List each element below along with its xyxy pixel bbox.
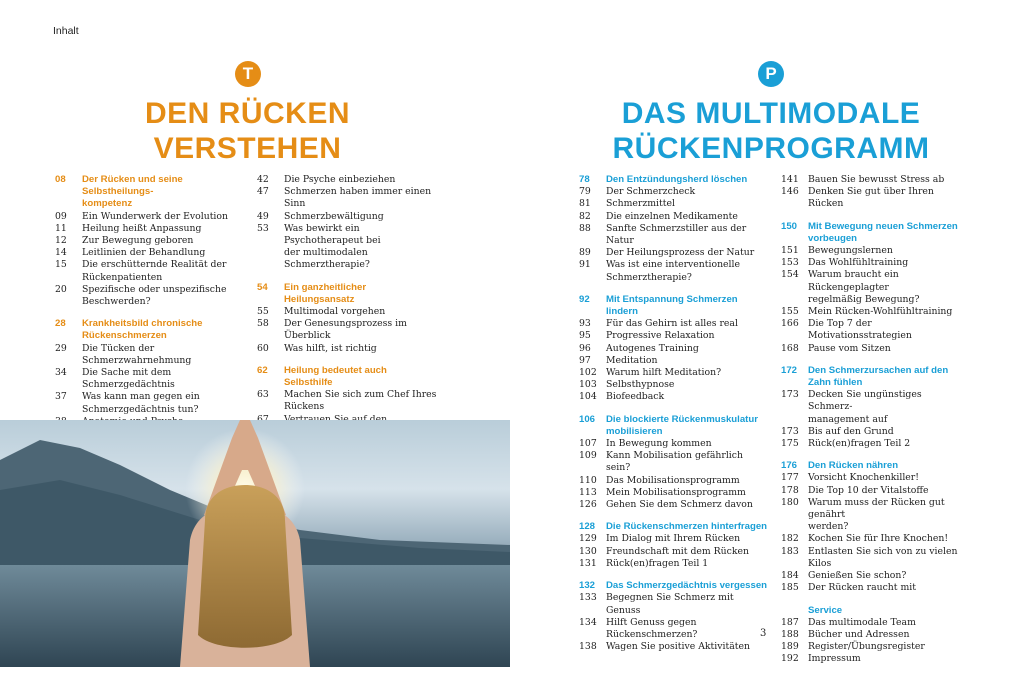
page-ref: 130 (579, 545, 597, 557)
toc-title: Wagen Sie positive Aktivitäten (606, 641, 750, 653)
toc-title: Bewegungslernen (808, 245, 893, 257)
toc-entry[interactable] (257, 247, 437, 271)
toc-title: Für das Gehirn ist alles real (606, 318, 738, 330)
toc-title: Warum braucht ein Rückengeplagter (808, 269, 899, 293)
toc-title: Sanfte Schmerzstiller aus der Natur (606, 222, 747, 247)
toc-group (579, 294, 769, 404)
toc-title: Das Wohlfühltraining (808, 257, 909, 269)
toc-title: kompetenz (82, 198, 133, 210)
section-title-right-line2: RÜCKENPROGRAMM (612, 132, 930, 165)
toc-entry[interactable] (781, 186, 966, 210)
page-ref (781, 414, 808, 426)
toc-title: Rückenpatienten (82, 271, 163, 283)
toc-title: mobilisieren (606, 425, 663, 437)
page-ref: 107 (579, 438, 597, 450)
toc-chapter-heading[interactable] (781, 233, 966, 245)
toc-entry[interactable] (781, 617, 966, 629)
toc-entry[interactable] (781, 343, 966, 355)
toc-title: Beschwerden? (82, 296, 151, 308)
toc-group (781, 460, 966, 594)
toc-entry[interactable] (781, 485, 966, 497)
toc-entry[interactable] (579, 558, 769, 570)
toc-entry[interactable] (781, 653, 966, 665)
toc-title: Das multimodale Team (808, 616, 916, 628)
page-ref: 88 (579, 222, 591, 234)
running-header: Inhalt (53, 25, 79, 37)
page-ref: 173 (781, 425, 799, 437)
page-ref: 129 (579, 533, 597, 545)
toc-title: Das Schmerzgedächtnis vergessen (606, 580, 768, 592)
toc-title: Freundschaft mit dem Rücken (606, 545, 749, 557)
toc-entry[interactable] (579, 318, 769, 330)
toc-title: Den Schmerzursachen auf den (808, 364, 949, 376)
toc-chapter-heading[interactable] (257, 282, 437, 306)
yoga-illustration (0, 420, 510, 667)
toc-title: Rückenschmerzen (82, 330, 167, 342)
toc-group (55, 318, 245, 428)
toc-entry[interactable] (781, 389, 966, 413)
page-ref: 166 (781, 318, 799, 330)
page-ref: 189 (781, 641, 799, 653)
section-badge-t: T (235, 61, 261, 87)
toc-chapter-heading[interactable] (781, 221, 966, 233)
toc-entry[interactable] (579, 475, 769, 487)
toc-title: Biofeedback (606, 391, 665, 403)
toc-title: Register/Übungsregister (808, 641, 925, 653)
toc-entry[interactable] (781, 472, 966, 484)
toc-entry[interactable] (579, 343, 769, 355)
page-ref (257, 401, 284, 413)
toc-title: Der Heilungsprozess der Natur (606, 247, 755, 259)
page-ref: 62 (257, 364, 268, 376)
toc-group (55, 174, 245, 308)
toc-chapter-heading[interactable] (781, 605, 966, 617)
page-ref: 96 (579, 342, 591, 354)
toc-entry[interactable] (579, 330, 769, 342)
toc-entry[interactable] (257, 186, 437, 210)
toc-entry[interactable] (781, 570, 966, 582)
toc-title: Entlasten Sie sich von zu vielen Kilos (808, 545, 958, 569)
toc-title: Was bewirkt ein Psychotherapeut bei (284, 222, 381, 247)
page-ref: 34 (55, 367, 67, 379)
toc-entry[interactable] (579, 617, 769, 641)
page-ref: 58 (257, 318, 269, 330)
page-ref: 155 (781, 306, 799, 318)
page-ref: 172 (781, 364, 798, 376)
toc-title: Schmerzen haben immer einen Sinn (284, 186, 432, 210)
toc-title: Vorsicht Knochenkiller! (808, 472, 919, 484)
toc-title: Hilft Genuss gegen Rückenschmerzen? (606, 616, 698, 640)
toc-title: Krankheitsbild chronische (82, 318, 203, 330)
page-ref (579, 272, 606, 284)
toc-title: Den Rücken nähren (808, 460, 899, 472)
page-ref: 49 (257, 210, 269, 222)
toc-title: Die erschütternde Realität der (82, 259, 227, 271)
toc-title: Mein Mobilisationsprogramm (606, 486, 746, 498)
toc-title: Mit Bewegung neuen Schmerzen (808, 220, 958, 232)
toc-title: Progressive Relaxation (606, 330, 715, 342)
toc-entry[interactable] (781, 294, 966, 306)
page-ref: 153 (781, 257, 799, 269)
toc-entry[interactable] (55, 367, 245, 391)
page-ref: 182 (781, 533, 799, 545)
toc-title: Was kann man gegen ein (82, 391, 200, 403)
toc-title: Den Entzündungsherd löschen (606, 174, 748, 185)
toc-group (579, 174, 769, 284)
page-ref: 133 (579, 592, 597, 604)
toc-title: werden? (808, 521, 849, 533)
toc-title: Der Rücken und seine Selbstheilungs- (82, 174, 183, 198)
toc-entry[interactable] (579, 259, 769, 271)
toc-entry[interactable] (579, 592, 769, 616)
toc-title: Service (808, 604, 843, 616)
toc-entry[interactable] (781, 269, 966, 293)
toc-chapter-heading[interactable] (781, 377, 966, 389)
page-ref: 184 (781, 570, 799, 582)
toc-entry[interactable] (579, 198, 769, 210)
page-ref (781, 377, 808, 389)
page-ref: 188 (781, 628, 799, 640)
toc-title: Das Mobilisationsprogramm (606, 474, 740, 486)
page-ref: 102 (579, 367, 597, 379)
toc-title: Der Rücken raucht mit (808, 582, 917, 594)
toc-chapter-heading[interactable] (579, 294, 769, 318)
page-ref: 104 (579, 391, 597, 403)
page-ref (781, 521, 808, 533)
page-ref: 134 (579, 616, 597, 628)
page-ref: 175 (781, 438, 799, 450)
page-ref: 89 (579, 247, 591, 259)
page-ref: 110 (579, 474, 597, 486)
page-ref: 55 (257, 306, 269, 318)
page-ref: 47 (257, 186, 269, 198)
toc-title: Die Tücken der Schmerzwahrnehmung (82, 342, 192, 366)
toc-entry[interactable] (257, 211, 437, 223)
toc-entry[interactable] (257, 401, 437, 413)
toc-title: Autogenes Training (606, 342, 699, 354)
toc-entry[interactable] (781, 438, 966, 450)
toc-title: regelmäßig Bewegung? (808, 293, 920, 305)
toc-title: Multimodal vorgehen (284, 306, 386, 318)
yoga-photo (0, 420, 510, 667)
page-ref (781, 294, 808, 306)
toc-entry[interactable] (579, 379, 769, 391)
toc-title: Bauen Sie bewusst Stress ab (808, 174, 945, 185)
toc-title: Decken Sie ungünstiges Schmerz- (808, 389, 922, 413)
page-ref: 93 (579, 318, 591, 330)
toc-entry[interactable] (55, 211, 245, 223)
toc-title: Machen Sie sich zum Chef Ihres (284, 389, 437, 401)
toc-entry[interactable] (781, 629, 966, 641)
toc-entry[interactable] (257, 174, 437, 186)
toc-title: Bis auf den Grund (808, 425, 894, 437)
page-ref: 60 (257, 342, 269, 354)
page-ref: 168 (781, 342, 799, 354)
toc-chapter-heading[interactable] (55, 330, 245, 342)
page-ref: 173 (781, 389, 799, 401)
page-ref: 109 (579, 450, 597, 462)
toc-entry[interactable] (579, 450, 769, 474)
toc-title: Die Top 7 der Motivationsstrategien (808, 318, 912, 342)
page-ref: 178 (781, 484, 799, 496)
page-ref (55, 198, 82, 210)
toc-title: Begegnen Sie Schmerz mit Genuss (606, 592, 734, 616)
toc-title: Schmerzmittel (606, 198, 675, 210)
toc-column-3 (579, 174, 769, 663)
toc-group (781, 365, 966, 450)
page-ref: 97 (579, 354, 591, 366)
page-ref: 20 (55, 283, 67, 295)
toc-entry[interactable] (579, 211, 769, 223)
page-ref: 176 (781, 460, 798, 472)
page-ref: 79 (579, 186, 591, 198)
toc-title: Impressum (808, 653, 861, 665)
toc-title: Rück(en)fragen Teil 2 (808, 438, 911, 450)
page-ref (579, 426, 606, 438)
toc-group (579, 580, 769, 653)
toc-chapter-heading[interactable] (579, 426, 769, 438)
toc-chapter-heading[interactable] (55, 318, 245, 330)
page-ref: 150 (781, 220, 798, 232)
toc-entry[interactable] (55, 247, 245, 259)
toc-chapter-heading[interactable] (257, 365, 437, 389)
toc-title: Kann Mobilisation gefährlich sein? (606, 450, 743, 474)
page-ref: 78 (579, 174, 590, 185)
page-ref: 103 (579, 379, 597, 391)
toc-entry[interactable] (257, 223, 437, 247)
toc-column-1 (55, 174, 245, 438)
page-ref (257, 247, 284, 271)
page-ref: 92 (579, 293, 590, 305)
page-ref: 128 (579, 521, 596, 533)
toc-title: Die einzelnen Medikamente (606, 210, 738, 222)
toc-entry[interactable] (579, 223, 769, 247)
toc-entry[interactable] (579, 546, 769, 558)
toc-chapter-heading[interactable] (781, 365, 966, 377)
toc-title: Die Sache mit dem Schmerzgedächtnis (82, 367, 175, 391)
section-title-right-line1: DAS MULTIMODALE (621, 97, 921, 130)
page-ref: 113 (579, 486, 597, 498)
toc-entry[interactable] (579, 247, 769, 259)
toc-title: Heilung bedeutet auch Selbsthilfe (284, 364, 387, 389)
toc-group (579, 414, 769, 512)
toc-entry[interactable] (781, 521, 966, 533)
page-ref: 138 (579, 641, 597, 653)
toc-entry[interactable] (257, 306, 437, 318)
page-ref: 42 (257, 174, 269, 185)
toc-title: Zahn fühlen (808, 377, 863, 389)
page-ref (781, 233, 808, 245)
toc-entry[interactable] (55, 259, 245, 271)
toc-entry[interactable] (781, 306, 966, 318)
toc-entry[interactable] (579, 355, 769, 367)
page-ref: 177 (781, 472, 799, 484)
page-ref: 180 (781, 496, 799, 508)
page-ref: 187 (781, 616, 799, 628)
toc-entry[interactable] (257, 343, 437, 355)
toc-entry[interactable] (781, 174, 966, 186)
toc-chapter-heading[interactable] (781, 460, 966, 472)
toc-group (257, 174, 437, 272)
page-ref (55, 272, 82, 284)
toc-title: Leitlinien der Behandlung (82, 247, 206, 259)
toc-title: Ein ganzheitlicher Heilungsansatz (284, 281, 367, 305)
page-ref: 126 (579, 499, 597, 511)
toc-entry[interactable] (579, 499, 769, 511)
toc-entry[interactable] (781, 414, 966, 426)
toc-title: Rückens (284, 401, 325, 413)
page-ref: 28 (55, 318, 66, 330)
toc-title: Ein Wunderwerk der Evolution (82, 210, 228, 222)
toc-entry[interactable] (55, 343, 245, 367)
page-ref (55, 330, 82, 342)
toc-title: Die Psyche einbeziehen (284, 174, 396, 185)
toc-group (781, 174, 966, 211)
toc-title: management auf (808, 413, 888, 425)
page-ref (55, 404, 82, 416)
toc-title: In Bewegung kommen (606, 438, 712, 450)
toc-entry[interactable] (257, 318, 437, 342)
toc-group (781, 605, 966, 666)
toc-entry[interactable] (579, 533, 769, 545)
page-ref: 106 (579, 413, 596, 425)
page-ref (781, 605, 808, 617)
toc-title: Schmerzbewältigung (284, 210, 384, 222)
toc-entry[interactable] (579, 391, 769, 403)
page-ref: 53 (257, 222, 269, 234)
toc-column-4 (781, 174, 966, 676)
page-ref: 141 (781, 174, 799, 185)
toc-entry[interactable] (579, 438, 769, 450)
page-ref: 12 (55, 235, 67, 247)
toc-title: Warum hilft Meditation? (606, 367, 722, 379)
toc-title: Heilung heißt Anpassung (82, 222, 202, 234)
toc-title: Mit Entspannung Schmerzen lindern (606, 293, 738, 318)
toc-title: Der Genesungsprozess im Überblick (284, 318, 407, 342)
toc-title: Selbsthypnose (606, 379, 675, 391)
toc-title: Im Dialog mit Ihrem Rücken (606, 533, 741, 545)
page-ref: 08 (55, 174, 66, 185)
toc-entry[interactable] (55, 284, 245, 296)
toc-entry[interactable] (257, 389, 437, 401)
toc-title: Die Rückenschmerzen hinterfragen (606, 521, 768, 533)
toc-title: der multimodalen Schmerztherapie? (284, 247, 370, 271)
toc-entry[interactable] (781, 318, 966, 342)
toc-entry[interactable] (579, 487, 769, 499)
page-ref: 154 (781, 269, 799, 281)
page-ref: 09 (55, 210, 67, 222)
toc-group (579, 521, 769, 570)
page-ref: 132 (579, 580, 596, 592)
page-ref: 63 (257, 389, 269, 401)
page-ref: 29 (55, 342, 67, 354)
toc-entry[interactable] (55, 223, 245, 235)
toc-title: Kochen Sie für Ihre Knochen! (808, 533, 949, 545)
toc-entry[interactable] (781, 641, 966, 653)
page-ref: 14 (55, 247, 67, 259)
toc-entry[interactable] (781, 257, 966, 269)
section-title-right (565, 96, 977, 166)
page-ref: 11 (55, 222, 67, 234)
page-ref (55, 296, 82, 308)
page-ref: 37 (55, 391, 67, 403)
page-ref: 91 (579, 259, 591, 271)
toc-entry[interactable] (55, 235, 245, 247)
toc-title: Die Top 10 der Vitalstoffe (808, 484, 929, 496)
page-ref: 192 (781, 653, 799, 665)
toc-entry[interactable] (55, 404, 245, 416)
toc-entry[interactable] (579, 272, 769, 284)
toc-title: vorbeugen (808, 232, 858, 244)
toc-entry[interactable] (579, 186, 769, 198)
toc-entry[interactable] (55, 272, 245, 284)
page-ref: 183 (781, 545, 799, 557)
toc-title: Die blockierte Rückenmuskulatur (606, 413, 758, 425)
toc-chapter-heading[interactable] (55, 174, 245, 198)
page-ref: 95 (579, 330, 591, 342)
toc-title: Spezifische oder unspezifische (82, 283, 227, 295)
toc-group (257, 282, 437, 355)
toc-entry[interactable] (781, 546, 966, 570)
toc-title: Zur Bewegung geboren (82, 235, 194, 247)
toc-entry[interactable] (781, 533, 966, 545)
toc-title: Pause vom Sitzen (808, 342, 891, 354)
toc-title: Denken Sie gut über Ihren Rücken (808, 186, 934, 210)
toc-chapter-heading[interactable] (579, 414, 769, 426)
toc-title: Mein Rücken-Wohlfühltraining (808, 306, 953, 318)
toc-title: Rück(en)fragen Teil 1 (606, 557, 709, 569)
toc-entry[interactable] (55, 391, 245, 403)
toc-title: Was hilft, ist richtig (284, 342, 377, 354)
toc-group (781, 221, 966, 355)
section-title-left: DEN RÜCKEN VERSTEHEN (144, 97, 350, 165)
page-ref: 151 (781, 245, 799, 257)
toc-chapter-heading[interactable] (579, 580, 769, 592)
toc-title: Der Schmerzcheck (606, 186, 696, 198)
section-badge-p: P (758, 61, 784, 87)
page-ref: 81 (579, 198, 591, 210)
page-ref: 54 (257, 281, 268, 293)
toc-title: Meditation (606, 354, 658, 366)
page-ref: 146 (781, 186, 799, 198)
toc-entry[interactable] (781, 426, 966, 438)
toc-title: Schmerztherapie? (606, 271, 692, 283)
toc-title: Bücher und Adressen (808, 628, 910, 640)
toc-title: Genießen Sie schon? (808, 570, 907, 582)
page-ref: 15 (55, 259, 67, 271)
toc-title: Was ist eine interventionelle (606, 259, 741, 271)
toc-chapter-heading[interactable] (55, 198, 245, 210)
toc-chapter-heading[interactable] (579, 521, 769, 533)
toc-entry[interactable] (781, 245, 966, 257)
toc-title: Warum muss der Rücken gut genährt (808, 496, 945, 521)
page-number: 3 (760, 628, 767, 639)
toc-entry[interactable] (781, 497, 966, 521)
page-ref: 185 (781, 582, 799, 594)
toc-entry[interactable] (579, 641, 769, 653)
toc-entry[interactable] (55, 296, 245, 308)
page-ref: 131 (579, 557, 597, 569)
page-ref: 82 (579, 210, 591, 222)
toc-entry[interactable] (579, 367, 769, 379)
toc-title: Gehen Sie dem Schmerz davon (606, 499, 753, 511)
toc-title: Schmerzgedächtnis tun? (82, 403, 199, 415)
toc-chapter-heading[interactable] (579, 174, 769, 186)
toc-entry[interactable] (781, 582, 966, 594)
